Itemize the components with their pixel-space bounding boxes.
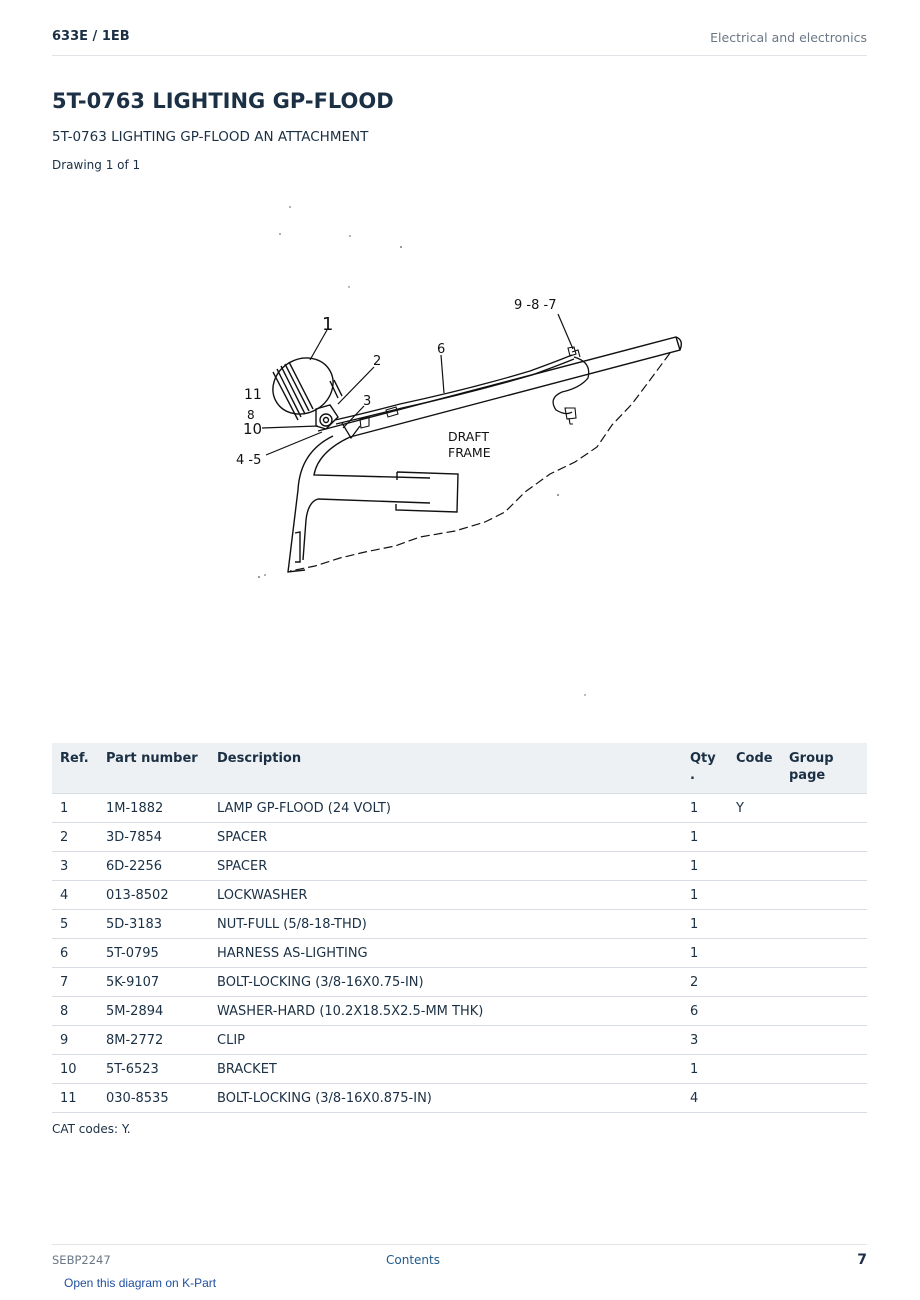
callout-10: 10 (243, 420, 263, 438)
cell-ref: 4 (52, 881, 98, 910)
column-header-part-number: Part number (98, 743, 209, 794)
cell-description: BOLT-LOCKING (3/8-16X0.75-IN) (209, 968, 682, 997)
cell-description: BOLT-LOCKING (3/8-16X0.875-IN) (209, 1084, 682, 1113)
table-row (52, 823, 867, 852)
section-name: Electrical and electronics (710, 30, 867, 45)
cell-part-number: 8M-2772 (98, 1026, 209, 1055)
cell-code (728, 968, 781, 997)
cell-part-number: 013-8502 (98, 881, 209, 910)
cell-ref: 8 (52, 997, 98, 1026)
cell-qty: 4 (682, 1084, 728, 1113)
cell-ref: 5 (52, 910, 98, 939)
cell-description: NUT-FULL (5/8-18-THD) (209, 910, 682, 939)
cell-ref: 3 (52, 852, 98, 881)
frame-label-line1: DRAFT (448, 429, 489, 444)
cell-group-page (781, 968, 867, 997)
qty-dot: . (690, 768, 695, 783)
cell-part-number: 1M-1882 (98, 794, 209, 823)
cell-qty: 1 (682, 881, 728, 910)
callout-6: 6 (437, 342, 446, 357)
column-header-ref: Ref. (52, 743, 98, 794)
table-row (52, 910, 867, 939)
cell-code (728, 910, 781, 939)
cell-description: WASHER-HARD (10.2X18.5X2.5-MM THK) (209, 997, 682, 1026)
column-header-code: Code (728, 743, 781, 794)
page-label: page (789, 768, 826, 783)
table-header-row (52, 743, 867, 794)
cell-qty: 6 (682, 997, 728, 1026)
cell-qty: 1 (682, 910, 728, 939)
cell-group-page (781, 910, 867, 939)
frame-label-line2: FRAME (448, 445, 491, 460)
qty-label: Qty (690, 751, 716, 766)
table-row (52, 997, 867, 1026)
drawing-count: Drawing 1 of 1 (52, 158, 141, 172)
table-row (52, 881, 867, 910)
table-row (52, 968, 867, 997)
cell-code (728, 1084, 781, 1113)
callout-8: 8 (247, 408, 255, 422)
cell-group-page (781, 794, 867, 823)
machine-model: 633E / 1EB (52, 29, 130, 44)
table-row (52, 852, 867, 881)
cell-group-page (781, 823, 867, 852)
cell-qty: 1 (682, 823, 728, 852)
cell-ref: 2 (52, 823, 98, 852)
scan-specks (258, 206, 586, 696)
cell-part-number: 6D-2256 (98, 852, 209, 881)
cell-group-page (781, 997, 867, 1026)
cell-code (728, 1026, 781, 1055)
cell-description: CLIP (209, 1026, 682, 1055)
callout-1: 1 (322, 314, 334, 335)
cell-ref: 10 (52, 1055, 98, 1084)
cell-code (728, 1055, 781, 1084)
cell-ref: 6 (52, 939, 98, 968)
parts-diagram (0, 180, 920, 720)
leader-lines (262, 314, 573, 455)
table-row (52, 1084, 867, 1113)
table-row (52, 1055, 867, 1084)
cell-code (728, 997, 781, 1026)
cell-code (728, 881, 781, 910)
document-id: SEBP2247 (52, 1253, 111, 1267)
cell-part-number: 5M-2894 (98, 997, 209, 1026)
cell-description: BRACKET (209, 1055, 682, 1084)
cell-description: LAMP GP-FLOOD (24 VOLT) (209, 794, 682, 823)
cell-qty: 3 (682, 1026, 728, 1055)
cell-ref: 1 (52, 794, 98, 823)
cell-part-number: 5D-3183 (98, 910, 209, 939)
callout-9-8-7: 9 -8 -7 (514, 298, 557, 313)
cell-part-number: 5K-9107 (98, 968, 209, 997)
column-header-group-page (781, 743, 867, 794)
page-footer (52, 1244, 867, 1275)
callout-11: 11 (244, 387, 262, 403)
cell-description: HARNESS AS-LIGHTING (209, 939, 682, 968)
cat-codes-note: CAT codes: Y. (52, 1122, 131, 1136)
cell-description: SPACER (209, 852, 682, 881)
page-header (52, 28, 867, 56)
cell-group-page (781, 1084, 867, 1113)
page-subtitle: 5T-0763 LIGHTING GP-FLOOD AN ATTACHMENT (52, 129, 369, 145)
frame-break-line (290, 353, 670, 571)
cell-qty: 1 (682, 939, 728, 968)
table-row (52, 939, 867, 968)
cell-ref: 7 (52, 968, 98, 997)
cell-qty: 2 (682, 968, 728, 997)
cell-code (728, 939, 781, 968)
cell-group-page (781, 939, 867, 968)
cell-description: SPACER (209, 823, 682, 852)
open-in-kpart-link[interactable]: Open this diagram on K-Part (64, 1276, 217, 1290)
callout-4-5: 4 -5 (236, 453, 262, 468)
column-header-qty (682, 743, 728, 794)
contents-link[interactable]: Contents (386, 1253, 440, 1267)
cell-qty: 1 (682, 1055, 728, 1084)
group-label: Group (789, 751, 834, 766)
cell-qty: 1 (682, 852, 728, 881)
column-header-description: Description (209, 743, 682, 794)
cell-code (728, 823, 781, 852)
cell-part-number: 5T-0795 (98, 939, 209, 968)
cell-group-page (781, 1026, 867, 1055)
cell-description: LOCKWASHER (209, 881, 682, 910)
callout-3: 3 (363, 394, 372, 409)
parts-table-body (52, 794, 867, 1113)
page-title: 5T-0763 LIGHTING GP-FLOOD (52, 89, 394, 113)
cell-part-number: 030-8535 (98, 1084, 209, 1113)
callout-2: 2 (373, 354, 382, 369)
table-row (52, 1026, 867, 1055)
page-number: 7 (857, 1252, 867, 1268)
cell-group-page (781, 1055, 867, 1084)
cell-group-page (781, 852, 867, 881)
cell-part-number: 3D-7854 (98, 823, 209, 852)
cell-part-number: 5T-6523 (98, 1055, 209, 1084)
cell-code (728, 852, 781, 881)
parts-table (52, 743, 867, 1113)
flood-lamp (263, 347, 344, 429)
cell-code: Y (728, 794, 781, 823)
table-row (52, 794, 867, 823)
cell-qty: 1 (682, 794, 728, 823)
cell-ref: 9 (52, 1026, 98, 1055)
cell-group-page (781, 881, 867, 910)
cell-ref: 11 (52, 1084, 98, 1113)
